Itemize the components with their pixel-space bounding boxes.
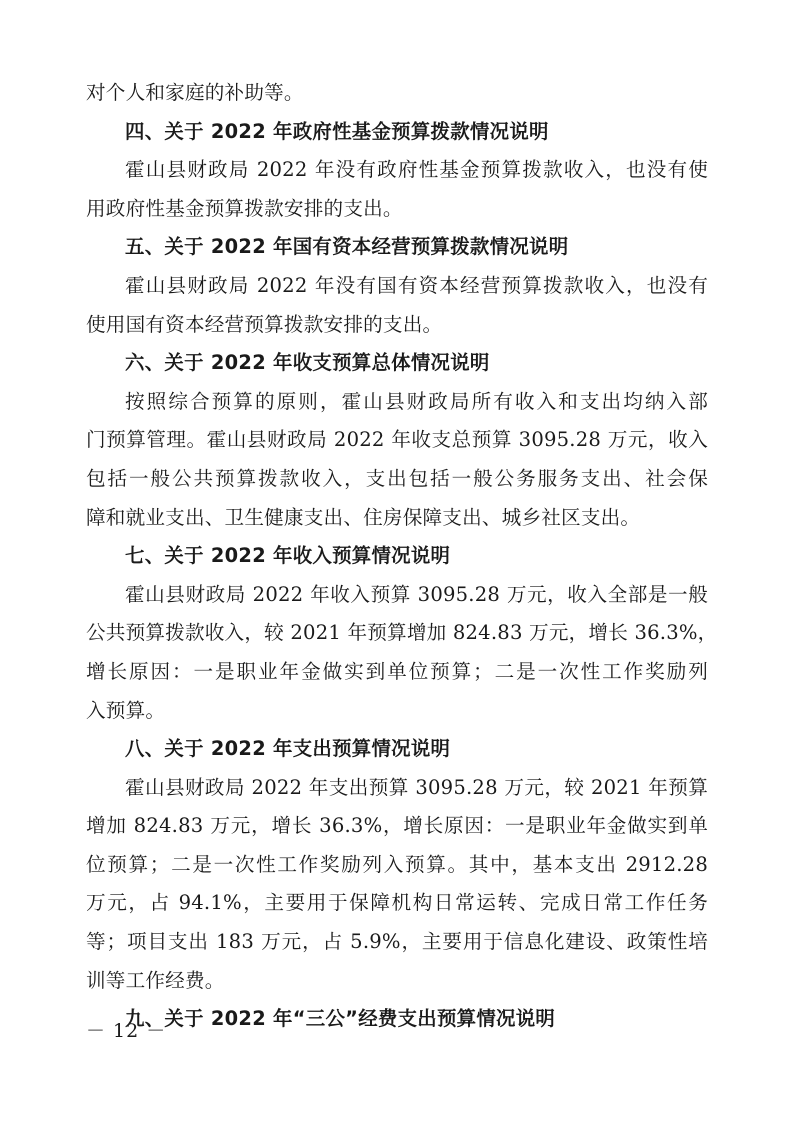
paragraph-line: 用政府性基金预算拨款安排的支出。	[86, 196, 403, 220]
paragraph-line	[86, 769, 708, 808]
paragraph-line	[86, 151, 708, 190]
section-heading: 四、关于 2022 年政府性基金预算拨款情况说明	[125, 119, 549, 143]
document-body	[86, 74, 718, 1039]
paragraph-line: 入预算。	[86, 698, 166, 722]
paragraph-line	[86, 383, 708, 422]
line-text: 门预算管理。霍山县财政局 2022 年收支总预算 3095.28 万元，收入	[86, 428, 708, 452]
paragraph-line	[86, 267, 708, 306]
paragraph-line	[86, 846, 708, 885]
paragraph-line	[86, 421, 708, 460]
paragraph-line	[86, 614, 718, 653]
paragraph-line: 对个人和家庭的补助等。	[86, 81, 304, 104]
line-text: 万元，占 94.1%，主要用于保障机构日常运转、完成日常工作任务	[86, 891, 708, 915]
paragraph-line	[86, 576, 708, 615]
line-text: 按照综合预算的原则，霍山县财政局所有收入和支出均纳入部	[125, 389, 708, 413]
paragraph-line	[86, 460, 708, 499]
line-text: 霍山县财政局 2022 年没有政府性基金预算拨款收入，也没有使	[125, 158, 708, 182]
paragraph-line: 使用国有资本经营预算拨款安排的支出。	[86, 312, 443, 336]
line-text: 包括一般公共预算拨款收入，支出包括一般公务服务支出、社会保	[86, 466, 708, 490]
paragraph-line	[86, 884, 708, 923]
paragraph-line	[86, 807, 708, 846]
line-text: 霍山县财政局 2022 年支出预算 3095.28 万元，较 2021 年预算	[125, 775, 708, 799]
paragraph-line	[86, 653, 708, 692]
line-text: 增加 824.83 万元，增长 36.3%，增长原因：一是职业年金做实到单	[86, 814, 708, 838]
section-heading: 九、关于 2022 年“三公”经费支出预算情况说明	[125, 1007, 556, 1031]
section-heading: 六、关于 2022 年收支预算总体情况说明	[125, 351, 490, 375]
line-text: 等；项目支出 183 万元，占 5.9%，主要用于信息化建设、政策性培	[86, 930, 708, 954]
section-heading: 八、关于 2022 年支出预算情况说明	[125, 737, 451, 761]
line-text: 霍山县财政局 2022 年没有国有资本经营预算拨款收入，也没有	[125, 273, 708, 297]
line-text: 公共预算拨款收入，较 2021 年预算增加 824.83 万元，增长 36.3%，	[86, 621, 718, 645]
paragraph-line: 训等工作经费。	[86, 968, 225, 992]
line-text: 位预算；二是一次性工作奖励列入预算。其中，基本支出 2912.28	[86, 852, 708, 876]
page-number: － 12 －	[86, 1020, 167, 1042]
section-heading: 七、关于 2022 年收入预算情况说明	[125, 544, 451, 568]
paragraph-line	[86, 923, 708, 962]
line-text: 增长原因：一是职业年金做实到单位预算；二是一次性工作奖励列	[86, 659, 708, 683]
paragraph-line: 障和就业支出、卫生健康支出、住房保障支出、城乡社区支出。	[86, 505, 641, 529]
line-text: 霍山县财政局 2022 年收入预算 3095.28 万元，收入全部是一般	[125, 582, 708, 606]
section-heading: 五、关于 2022 年国有资本经营预算拨款情况说明	[125, 235, 569, 259]
